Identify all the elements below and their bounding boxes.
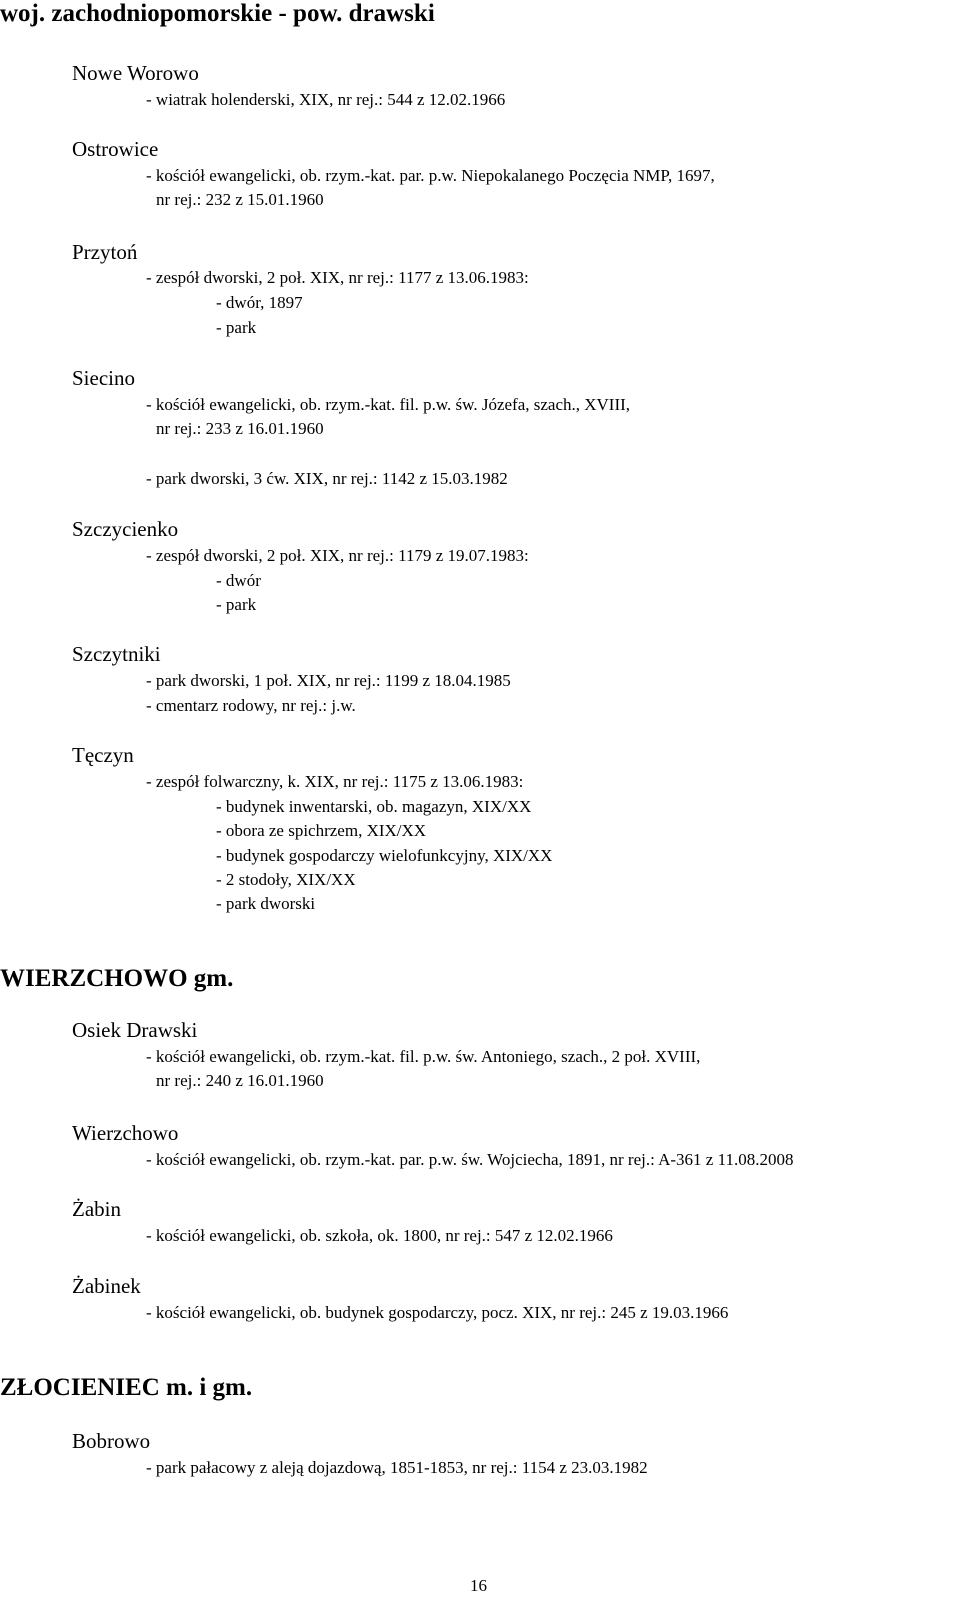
monument-subentry: - budynek gospodarczy wielofunkcyjny, XIX/XX [216, 846, 553, 865]
locality-heading: Tęczyn [72, 743, 134, 767]
page-number: 16 [470, 1576, 487, 1595]
page-title: woj. zachodniopomorskie - pow. drawski [0, 0, 435, 27]
locality-heading: Wierzchowo [72, 1121, 179, 1145]
monument-subentry: - park [216, 595, 257, 614]
locality-heading: Szczytniki [72, 642, 161, 666]
locality-heading: Bobrowo [72, 1429, 151, 1453]
monument-subentry: - dwór, 1897 [216, 293, 303, 312]
locality-heading: Ostrowice [72, 137, 159, 161]
monument-subentry: - park dworski [216, 894, 316, 913]
monument-entry: - kościół ewangelicki, ob. rzym.-kat. fil. p.w. św. Antoniego, szach., 2 poł. XVIII, [146, 1047, 701, 1066]
monument-entry: - park dworski, 1 poł. XIX, nr rej.: 1199 z 18.04.1985 [146, 671, 511, 690]
monument-entry: - kościół ewangelicki, ob. budynek gospodarczy, pocz. XIX, nr rej.: 245 z 19.03.1966 [146, 1303, 729, 1322]
monument-entry: - zespół dworski, 2 poł. XIX, nr rej.: 1177 z 13.06.1983: [146, 268, 529, 287]
monument-entry: - kościół ewangelicki, ob. rzym.-kat. par. p.w. św. Wojciecha, 1891, nr rej.: A-361 z 11.08.2008 [146, 1150, 794, 1169]
monument-entry: - cmentarz rodowy, nr rej.: j.w. [146, 696, 356, 715]
locality-heading: Siecino [72, 366, 135, 390]
commune-heading: ZŁOCIENIEC m. i gm. [0, 1374, 253, 1401]
locality-heading: Osiek Drawski [72, 1018, 198, 1042]
locality-heading: Przytoń [72, 240, 138, 264]
monument-entry: - kościół ewangelicki, ob. rzym.-kat. fil. p.w. św. Józefa, szach., XVIII, [146, 395, 631, 414]
monument-subentry: - park [216, 318, 257, 337]
monument-entry: - park pałacowy z aleją dojazdową, 1851-1853, nr rej.: 1154 z 23.03.1982 [146, 1458, 648, 1477]
locality-heading: Nowe Worowo [72, 61, 199, 85]
monument-subentry: - obora ze spichrzem, XIX/XX [216, 821, 427, 840]
monument-entry: - kościół ewangelicki, ob. rzym.-kat. par. p.w. Niepokalanego Poczęcia NMP, 1697, [146, 166, 715, 185]
commune-heading: WIERZCHOWO gm. [0, 965, 234, 992]
locality-heading: Żabin [72, 1197, 121, 1221]
monument-entry: - zespół folwarczny, k. XIX, nr rej.: 1175 z 13.06.1983: [146, 772, 524, 791]
monument-subentry: - dwór [216, 571, 261, 590]
monument-entry: - zespół dworski, 2 poł. XIX, nr rej.: 1179 z 19.07.1983: [146, 546, 529, 565]
monument-entry: - kościół ewangelicki, ob. szkoła, ok. 1800, nr rej.: 547 z 12.02.1966 [146, 1226, 613, 1245]
monument-entry: - wiatrak holenderski, XIX, nr rej.: 544 z 12.02.1966 [146, 90, 506, 109]
monument-entry-continued: nr rej.: 232 z 15.01.1960 [156, 190, 324, 209]
locality-heading: Szczycienko [72, 517, 179, 541]
monument-entry-continued: nr rej.: 233 z 16.01.1960 [156, 419, 324, 438]
monument-subentry: - budynek inwentarski, ob. magazyn, XIX/XX [216, 797, 532, 816]
locality-heading: Żabinek [72, 1274, 141, 1298]
monument-subentry: - 2 stodoły, XIX/XX [216, 870, 356, 889]
monument-entry: - park dworski, 3 ćw. XIX, nr rej.: 1142 z 15.03.1982 [146, 469, 508, 488]
monument-entry-continued: nr rej.: 240 z 16.01.1960 [156, 1071, 324, 1090]
